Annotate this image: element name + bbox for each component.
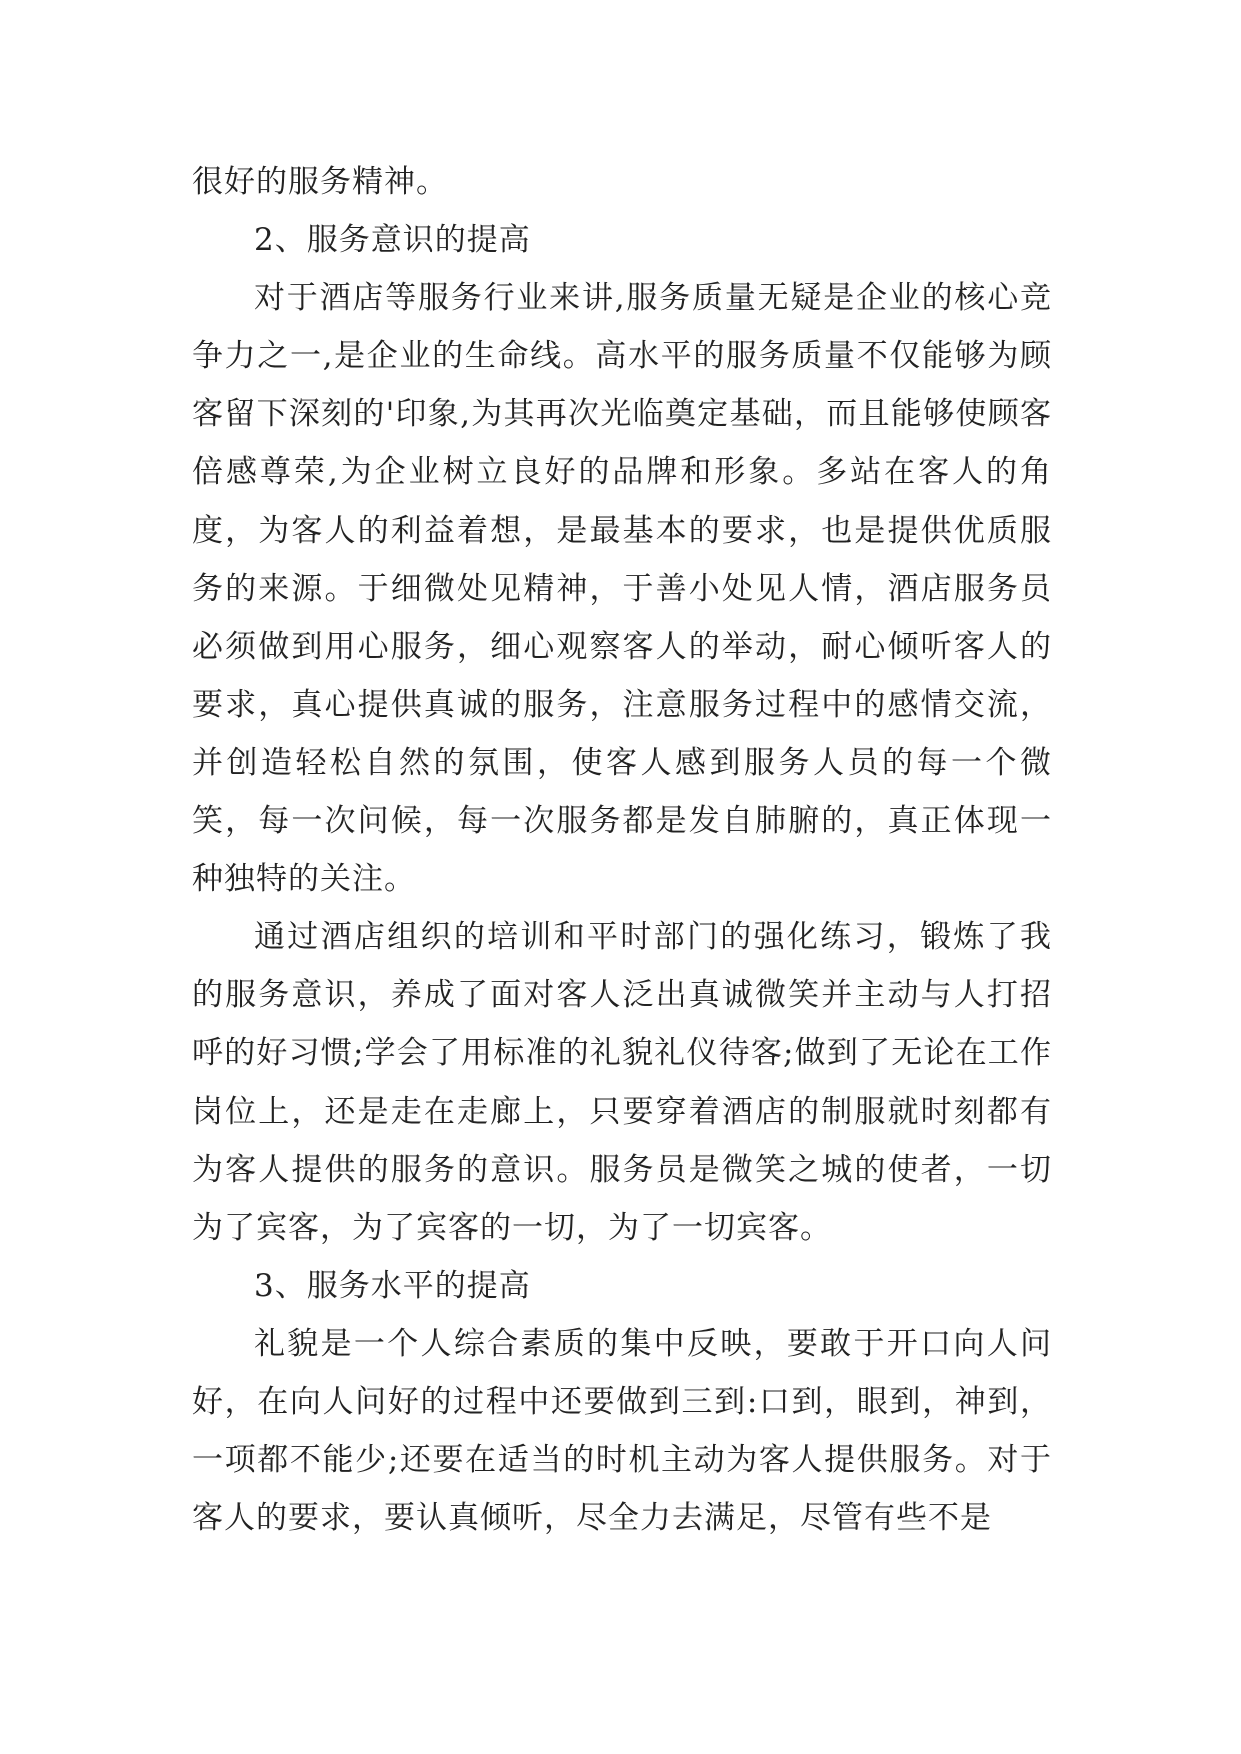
paragraph-training: 通过酒店组织的培训和平时部门的强化练习，锻炼了我的服务意识，养成了面对客人泛出真诚微笑并主动与人打招呼的好习惯;学会了用标准的礼貌礼仪待客;做到了无论在工作岗位上，还是走在走廊上，只要穿着酒店的制服就时刻都有为客人提供的服务的意识。服务员是微笑之城的使者，一切为了宾客，为了宾客的一切，为了一切宾客。: [192, 919, 1052, 1246]
paragraph-service-quality: 对于酒店等服务行业来讲,服务质量无疑是企业的核心竞争力之一,是企业的生命线。高水平的服务质量不仅能够为顾客留下深刻的'印象,为其再次光临奠定基础，而且能够使顾客倍感尊荣,为企业树立良好的品牌和形象。多站在客人的角度，为客人的利益着想，是最基本的要求，也是提供优质服务的来源。于细微处见精神，于善小处见人情，酒店服务员必须做到用心服务，细心观察客人的举动，耐心倾听客人的要求，真心提供真诚的服务，注意服务过程中的感情交流，并创造轻松自然的氛围，使客人感到服务人员的每一个微笑，每一次问候，每一次服务都是发自肺腑的，真正体现一种独特的关注。: [192, 280, 1052, 898]
section-heading-3: 3、服务水平的提高: [254, 1267, 531, 1304]
section-heading-2: 2、服务意识的提高: [254, 222, 531, 259]
paragraph-courtesy: 礼貌是一个人综合素质的集中反映，要敢于开口向人问好，在向人问好的过程中还要做到三到:口到，眼到，神到，一项都不能少;还要在适当的时机主动为客人提供服务。对于客人的要求，要认真倾听，尽全力去满足，尽管有些不是: [192, 1325, 1052, 1537]
paragraph-continuation: 很好的服务精神。: [192, 164, 448, 200]
document-body: [192, 153, 1052, 1547]
